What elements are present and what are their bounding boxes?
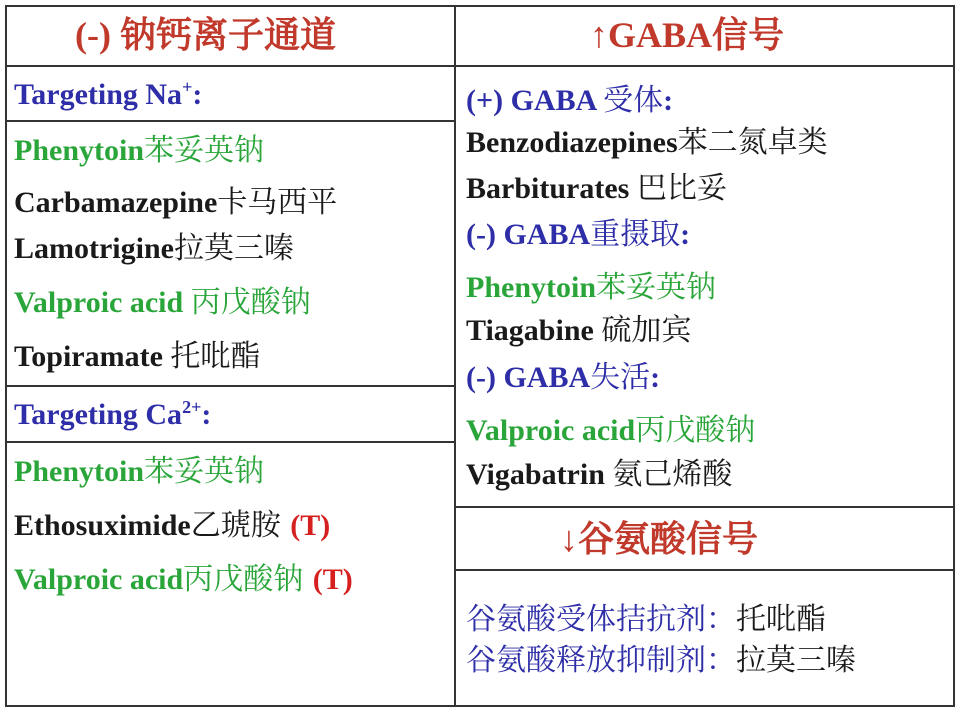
heading-cn: 重摄取 [590,217,681,252]
drug-en: Topiramate [14,340,171,373]
border-top [5,5,955,7]
drug-en: Carbamazepine [14,186,218,219]
drug-en: Lamotrigine [14,232,174,265]
border-right [953,5,955,707]
reuptake-drug-phenytoin [466,270,717,305]
ca-drug-ethosuximide [14,508,331,543]
heading-cn: 失活 [590,360,651,395]
glutamate-header [560,521,758,557]
right-glu-bottom-divider [455,569,955,571]
heading-cn: 受体 [603,83,664,118]
ca-colon: : [201,398,212,431]
glutamate-header-text: ↓谷氨酸信号 [560,519,759,559]
drug-cn: 苯妥英钠 [596,270,717,305]
drug-cn: 乙琥胺 [190,508,291,543]
glu-item-label: 谷氨酸释放抑制剂： [466,643,736,678]
column-divider [454,5,456,707]
heading-colon: : [680,218,691,251]
glu-item-drug: 拉莫三嗪 [736,643,856,678]
glu-receptor-antagonist [466,602,826,637]
left-header [75,17,336,53]
gaba-inactivation-heading [466,360,661,395]
na-superscript: + [182,77,193,97]
targeting-ca-label [14,397,212,431]
heading-colon: : [650,361,661,394]
drug-en: Phenytoin [466,271,597,304]
drug-cn: 苯妥英钠 [144,133,265,168]
glu-item-label: 谷氨酸受体拮抗剂： [466,602,736,637]
right-glu-top-divider [455,506,955,508]
drug-en: Valproic acid [14,563,184,596]
drug-en: Barbiturates [466,172,637,205]
na-drug-lamotrigine [14,231,294,266]
drug-cn: 拉莫三嗪 [173,231,294,266]
left-header-text: (-) 钠钙离子通道 [75,15,336,55]
na-drug-valproic-acid [14,285,311,320]
ca-superscript: 2+ [182,397,202,417]
ca-drug-valproic-acid [14,562,353,597]
na-drug-topiramate [14,339,261,374]
drug-en: Valproic acid [466,414,636,447]
drug-en: Valproic acid [14,286,191,319]
targeting-na-label [14,77,203,111]
targeting-na-text: Targeting Na [14,78,183,111]
gaba-receptor-heading [466,83,674,118]
receptor-drug-barbiturates [466,171,727,206]
left-ca-bottom-divider [5,441,455,443]
gaba-reuptake-heading [466,217,691,252]
drug-en: Ethosuximide [14,509,191,542]
drug-cn: 托吡酯 [170,339,261,374]
heading-en: (+) GABA [466,84,604,117]
glu-item-drug: 托吡酯 [736,602,826,637]
heading-en: (-) GABA [466,218,591,251]
drug-cn: 硫加宾 [601,313,692,348]
drug-cn: 丙戊酸钠 [635,413,756,448]
na-drug-phenytoin [14,133,265,168]
targeting-ca-text: Targeting Ca [14,398,183,431]
na-drug-carbamazepine [14,185,338,220]
glu-release-inhibitor [466,643,856,678]
drug-cn: 巴比妥 [636,171,727,206]
drug-cn: 氨己烯酸 [612,457,733,492]
reuptake-drug-tiagabine [466,313,692,348]
inactivation-drug-vigabatrin [466,457,733,492]
left-ca-top-divider [5,385,455,387]
border-bottom [5,705,955,707]
receptor-drug-benzodiazepines [466,125,828,160]
heading-colon: : [663,84,674,117]
ca-drug-phenytoin [14,454,265,489]
drug-en: Phenytoin [14,455,145,488]
drug-en: Tiagabine [466,314,602,347]
drug-cn: 丙戊酸钠 [183,562,313,597]
right-header [590,17,784,53]
heading-en: (-) GABA [466,361,591,394]
drug-en: Benzodiazepines [466,126,678,159]
t-tag: (T) [312,563,353,596]
drug-en: Phenytoin [14,134,145,167]
header-row-divider [5,65,955,67]
na-colon: : [192,78,203,111]
inactivation-drug-valproic-acid [466,413,756,448]
drug-en: Vigabatrin [466,458,613,491]
right-header-text: ↑GABA信号 [590,15,785,55]
left-na-divider [5,120,455,122]
drug-cn: 卡马西平 [217,185,338,220]
drug-cn: 丙戊酸钠 [190,285,311,320]
drug-cn: 苯妥英钠 [144,454,265,489]
border-left [5,5,7,707]
t-tag: (T) [290,509,331,542]
drug-cn: 苯二氮卓类 [677,125,828,160]
